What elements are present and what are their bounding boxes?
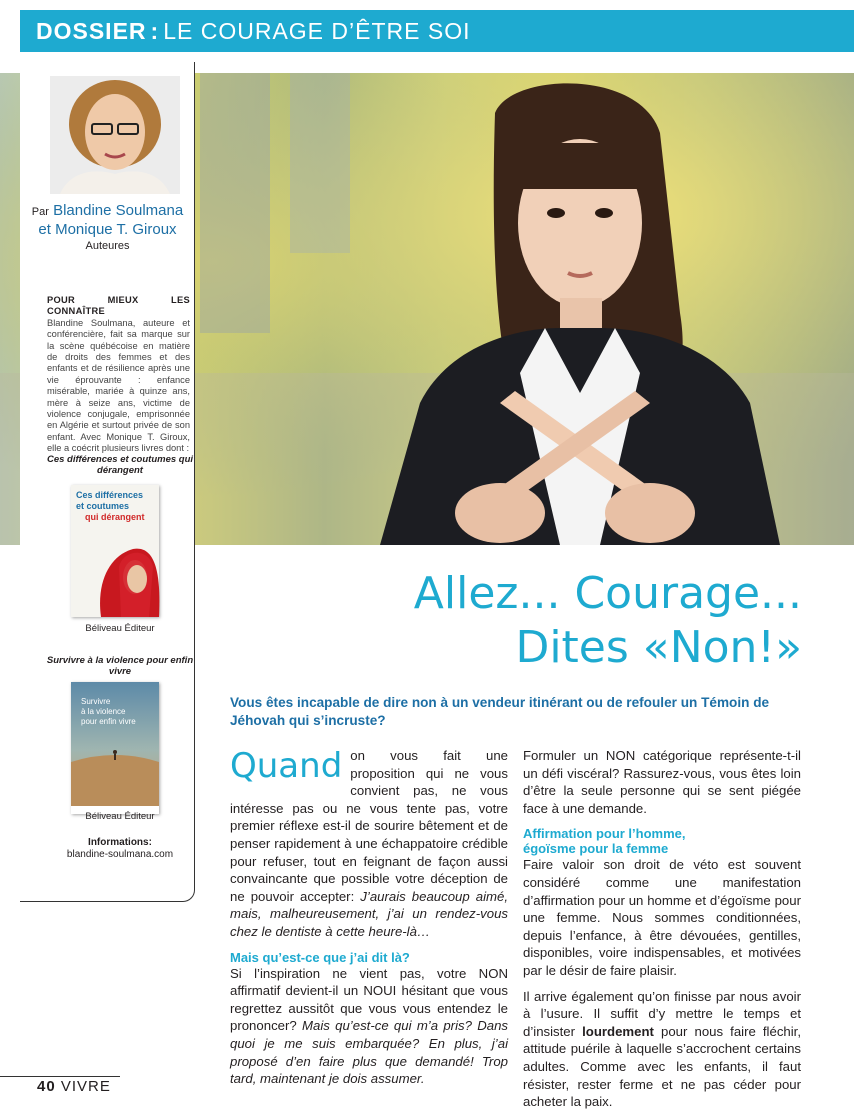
- article-title: [202, 567, 802, 675]
- svg-text:Survivre: Survivre: [81, 697, 111, 706]
- svg-text:Ces différences: Ces différences: [76, 490, 144, 500]
- author-role: Auteures: [85, 240, 130, 252]
- footer-rule: [0, 1076, 120, 1077]
- book-1-cover: [71, 485, 159, 617]
- book-2-publisher: Béliveau Éditeur: [85, 811, 155, 822]
- byline-prefix: Par: [31, 206, 49, 218]
- info-url: blandine-soulmana.com: [66, 849, 174, 860]
- paragraph-2-text: Si l’inspiration ne vient pas, votre NON affirmatif devient-il un NOUI hésitant que vous regrettez aussitôt que vous vous entendez le prononcer?: [230, 965, 508, 1034]
- book-2-title: Survivre à la violence pour enfin vivre: [46, 655, 194, 677]
- subhead-2-line-1: Affirmation pour l’homme,: [523, 826, 686, 842]
- paragraph-5-text-b: pour nous faire fléchir, attitude puérile à laquelle s’accrochent certains adultes. Comme avec les enfants, il faut résister, rester ferme et ne pas céder pour acheter la paix.: [523, 1023, 802, 1110]
- author-photo: [50, 76, 180, 194]
- article-intro: Vous êtes incapable de dire non à un vendeur itinérant ou de refouler un Témoin de Jéhovah qui s’incruste?: [230, 695, 770, 728]
- info-block: [45, 837, 195, 861]
- column-right: [523, 747, 801, 1119]
- author-name-2: et Monique T. Giroux: [38, 221, 177, 238]
- paragraph-1: [230, 747, 508, 941]
- byline: [20, 202, 195, 252]
- subhead-2: [523, 826, 801, 856]
- svg-text:qui dérangent: qui dérangent: [85, 512, 145, 522]
- article-title-line-2: Dites «Non!»: [515, 622, 802, 673]
- book-1-title: Ces différences et coutumes qui dérangent: [46, 454, 194, 476]
- svg-text:et coutumes: et coutumes: [76, 501, 130, 511]
- author-sidebar: [20, 62, 195, 902]
- subhead-1: Mais qu’est-ce que j’ai dit là?: [230, 949, 410, 965]
- subhead-2-line-2: égoïsme pour la femme: [523, 841, 669, 857]
- page-number: 40: [37, 1078, 56, 1095]
- page-footer: [0, 1070, 854, 1100]
- author-name-1: Blandine Soulmana: [53, 202, 184, 219]
- info-label: Informations:: [88, 837, 152, 848]
- author-portrait: [50, 76, 180, 194]
- drop-cap-word: Quand: [230, 746, 343, 786]
- folio: [37, 1078, 111, 1095]
- author-bio: [47, 295, 190, 455]
- column-left: [230, 747, 508, 1096]
- section-separator: :: [150, 17, 160, 44]
- paragraph-1-text: on vous fait une proposition qui ne vous convient pas, ne vous intéresse pas ou ne vous tente pas, votre premier réflexe est-il de sourire bêtement et de penser rapidement à une échappatoire crédible pour refuser, tout en feignant de façon aussi convaincante que possible votre déception de ne pouvoir accepter:: [230, 748, 508, 904]
- section-kicker: DOSSIER: [36, 17, 147, 44]
- paragraph-1-quote: J’aurais beaucoup aimé, mais, malheureusement, j’ai un rendez-vous chez le dentiste à cette heure-là…: [230, 888, 508, 939]
- section-header: [20, 10, 854, 52]
- section-title: LE COURAGE D’ÊTRE SOI: [163, 17, 471, 44]
- paragraph-3: Formuler un NON catégorique représente-t-il un défi viscéral? Rassurez-vous, vous êtes loin d’être la seule personne qui se sent piégée face à une demande.: [523, 748, 801, 816]
- magazine-name: VIVRE: [60, 1078, 111, 1095]
- paragraph-5-bold: lourdement: [582, 1023, 654, 1039]
- book-1-publisher: Béliveau Éditeur: [85, 623, 155, 634]
- book-2-cover-art: [71, 682, 159, 806]
- article-title-line-1: Allez... Courage...: [413, 568, 802, 619]
- book-1-cover-art: [71, 485, 159, 617]
- paragraph-5-text-a: Il arrive également qu’on finisse par nous avoir à l’usure. Il suffit d’y mettre le temps et d’insister: [523, 988, 801, 1039]
- svg-text:à la violence: à la violence: [81, 707, 126, 716]
- paragraph-2-quote: Mais qu’est-ce qui m’a pris? Dans quoi je me suis embarquée? En plus, j’ai proposé d’en faire plus que demandé! Trop tard, maintenant je dois assumer.: [230, 1018, 509, 1087]
- svg-text:pour enfin vivre: pour enfin vivre: [81, 717, 136, 726]
- bio-title: POUR MIEUX LES CONNAÎTRE: [47, 295, 190, 317]
- bio-text: Blandine Soulmana, auteure et conférencière, fait sa marque sur la scène québécoise en matière de droits des femmes et des enfants et de résilience après une vie éprouvante : enfance misérable, mariée à quinze ans, mère à seize ans, victime de violence conjugale, emprisonnée en Algérie et surtout privée de son enfant. Avec Monique T. Giroux, elle a coécrit plusieurs livres dont :: [47, 317, 190, 454]
- paragraph-4: Faire valoir son droit de véto est souvent considéré comme une manifestation d’affirmation pour un homme et d’égoïsme pour une femme. Nous sommes conditionnées, depuis l’enfance, à être dévouées, gentilles, disponibles, voire indispensables, et motivées par le désir de faire plaisir.: [523, 857, 801, 978]
- book-2-cover: [71, 682, 159, 814]
